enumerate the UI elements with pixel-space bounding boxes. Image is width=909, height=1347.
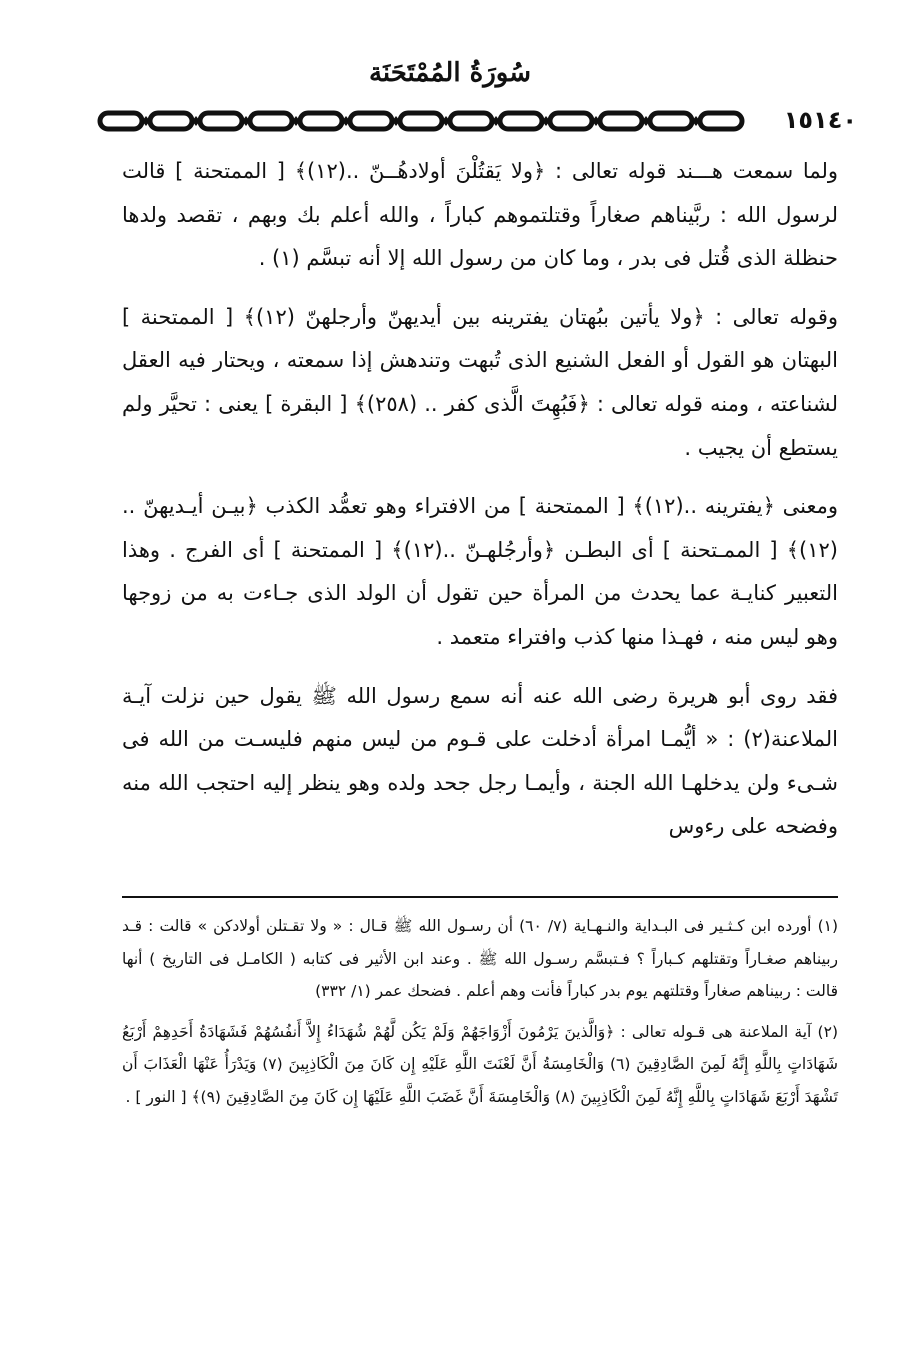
footnotes	[122, 910, 838, 1113]
main-text	[122, 150, 838, 849]
chain-link	[350, 113, 392, 129]
chain-link	[650, 113, 692, 129]
chain-link	[600, 113, 642, 129]
chain-link	[500, 113, 542, 129]
chain-link	[550, 113, 592, 129]
paragraph: ولما سمعت هـــند قوله تعالى : ﴿ولا يَقتُلْنَ أولادهُــنّ ..(١٢)﴾ [ الممتحنة ] قالت لرسول الله : ربَّيناهم صغاراً وقتلتموهم كباراً ، والله أعلم بك وبهم ، تقصد ولدها حنظلة الذى قُتل فى بدر ، وما كان من رسول الله إلا أنه تبسَّم (١) .	[122, 159, 839, 271]
paragraph: فقد روى أبو هريرة رضى الله عنه أنه سمع رسول الله ﷺ يقول حين نزلت آيـة الملاعنة(٢) : « أيُّمـا امرأة أدخلت على قـوم من ليس منهم فليسـت من الله فى شـىء ولن يدخلهـا الله الجنة ، وأيمـا رجل جحد ولده وهو ينظر إليه احتجب الله منه وفضحه على رءوس	[122, 683, 838, 839]
footnote: (١) أورده ابن كـثـير فى البـداية والنـهـاية (٧/ ٦٠) أن رسـول الله ﷺ قـال : « ولا تقـتلن أولادكن » قالت : قـد ربيناهم صغـاراً وتقتلهم كـباراً ؟ فـتبسَّم رسـول الله ﷺ . وعند ابن الأثير فى كتابه ( الكامـل فى التاريخ ) أنها قالت : ربيناهم صغاراً وقتلتهم يوم بدر كباراً فأنت وهم أعلم . فضحك عمر (١/ ٣٣٢)	[122, 917, 839, 1000]
chain-link	[450, 113, 492, 129]
chain-link	[250, 113, 292, 129]
paragraph: وقوله تعالى : ﴿ولا يأتين ببُهتان يفترينه بين أيديهنّ وأرجلهنّ (١٢)﴾ [ الممتحنة ] البهتان هو القول أو الفعل الشنيع الذى تُبهت وتندهش إذا سمعته ، ويحتار فيه العقل لشناعته ، ومنه قوله تعالى : ﴿فَبُهِتَ الَّذى كفر .. (٢٥٨)﴾ [ البقرة ] يعنى : تحيَّر ولم يستطع أن يجيب .	[122, 304, 838, 460]
page-number: ١٥١٤٠	[783, 106, 857, 134]
footnote-divider	[122, 896, 838, 898]
chain-link	[150, 113, 192, 129]
chain-link	[100, 113, 142, 129]
chain-link	[400, 113, 442, 129]
chain-link	[200, 113, 242, 129]
footnote: (٢) آية الملاعنة هى قـوله تعالى : ﴿وَالَّذينَ يَرْمُونَ أَزْوَاجَهُمْ وَلَمْ يَكُن لَّهُمْ شُهَدَاءُ إِلاَّ أَنفُسُهُمْ فَشَهَادَةُ أَحَدِهِمْ أَرْبَعُ شَهَادَاتٍ بِاللَّهِ إِنَّهُ لَمِنَ الصَّادِقِينَ (٦) وَالْخَامِسَةُ أَنَّ لَعْنَتَ اللَّهِ عَلَيْهِ إِن كَانَ مِنَ الْكَاذِبِينَ (٧) وَيَدْرَأُ عَنْهَا الْعَذَابَ أَن تَشْهَدَ أَرْبَعَ شَهَادَاتٍ بِاللَّهِ إِنَّهُ لَمِنَ الْكَاذِبِينَ (٨) وَالْخَامِسَةَ أَنَّ غَضَبَ اللَّهِ عَلَيْهَا إِن كَانَ مِنَ الصَّادِقِينَ (٩)﴾ [ النور ] .	[122, 1022, 838, 1106]
paragraph: ومعنى ﴿يفترينه ..(١٢)﴾ [ الممتحنة ] من الافتراء وهو تعمُّد الكذب ﴿بيـن أيـديهنّ .. (١٢)﴾ [ الممـتحنة ] أى البطـن ﴿وأرجُلهـنّ ..(١٢)﴾ [ الممتحنة ] أى الفرج . وهذا التعبير كنايـة عما يحدث من المرأة حين تقول أن الولد الذى جـاءت به من زوجها وهو ليس منه ، فهـذا منها كذب وافتراء متعمد .	[122, 494, 838, 649]
surah-title: سُورَةُ المُمْتَحَنَة	[368, 58, 532, 88]
chain-link	[300, 113, 342, 129]
